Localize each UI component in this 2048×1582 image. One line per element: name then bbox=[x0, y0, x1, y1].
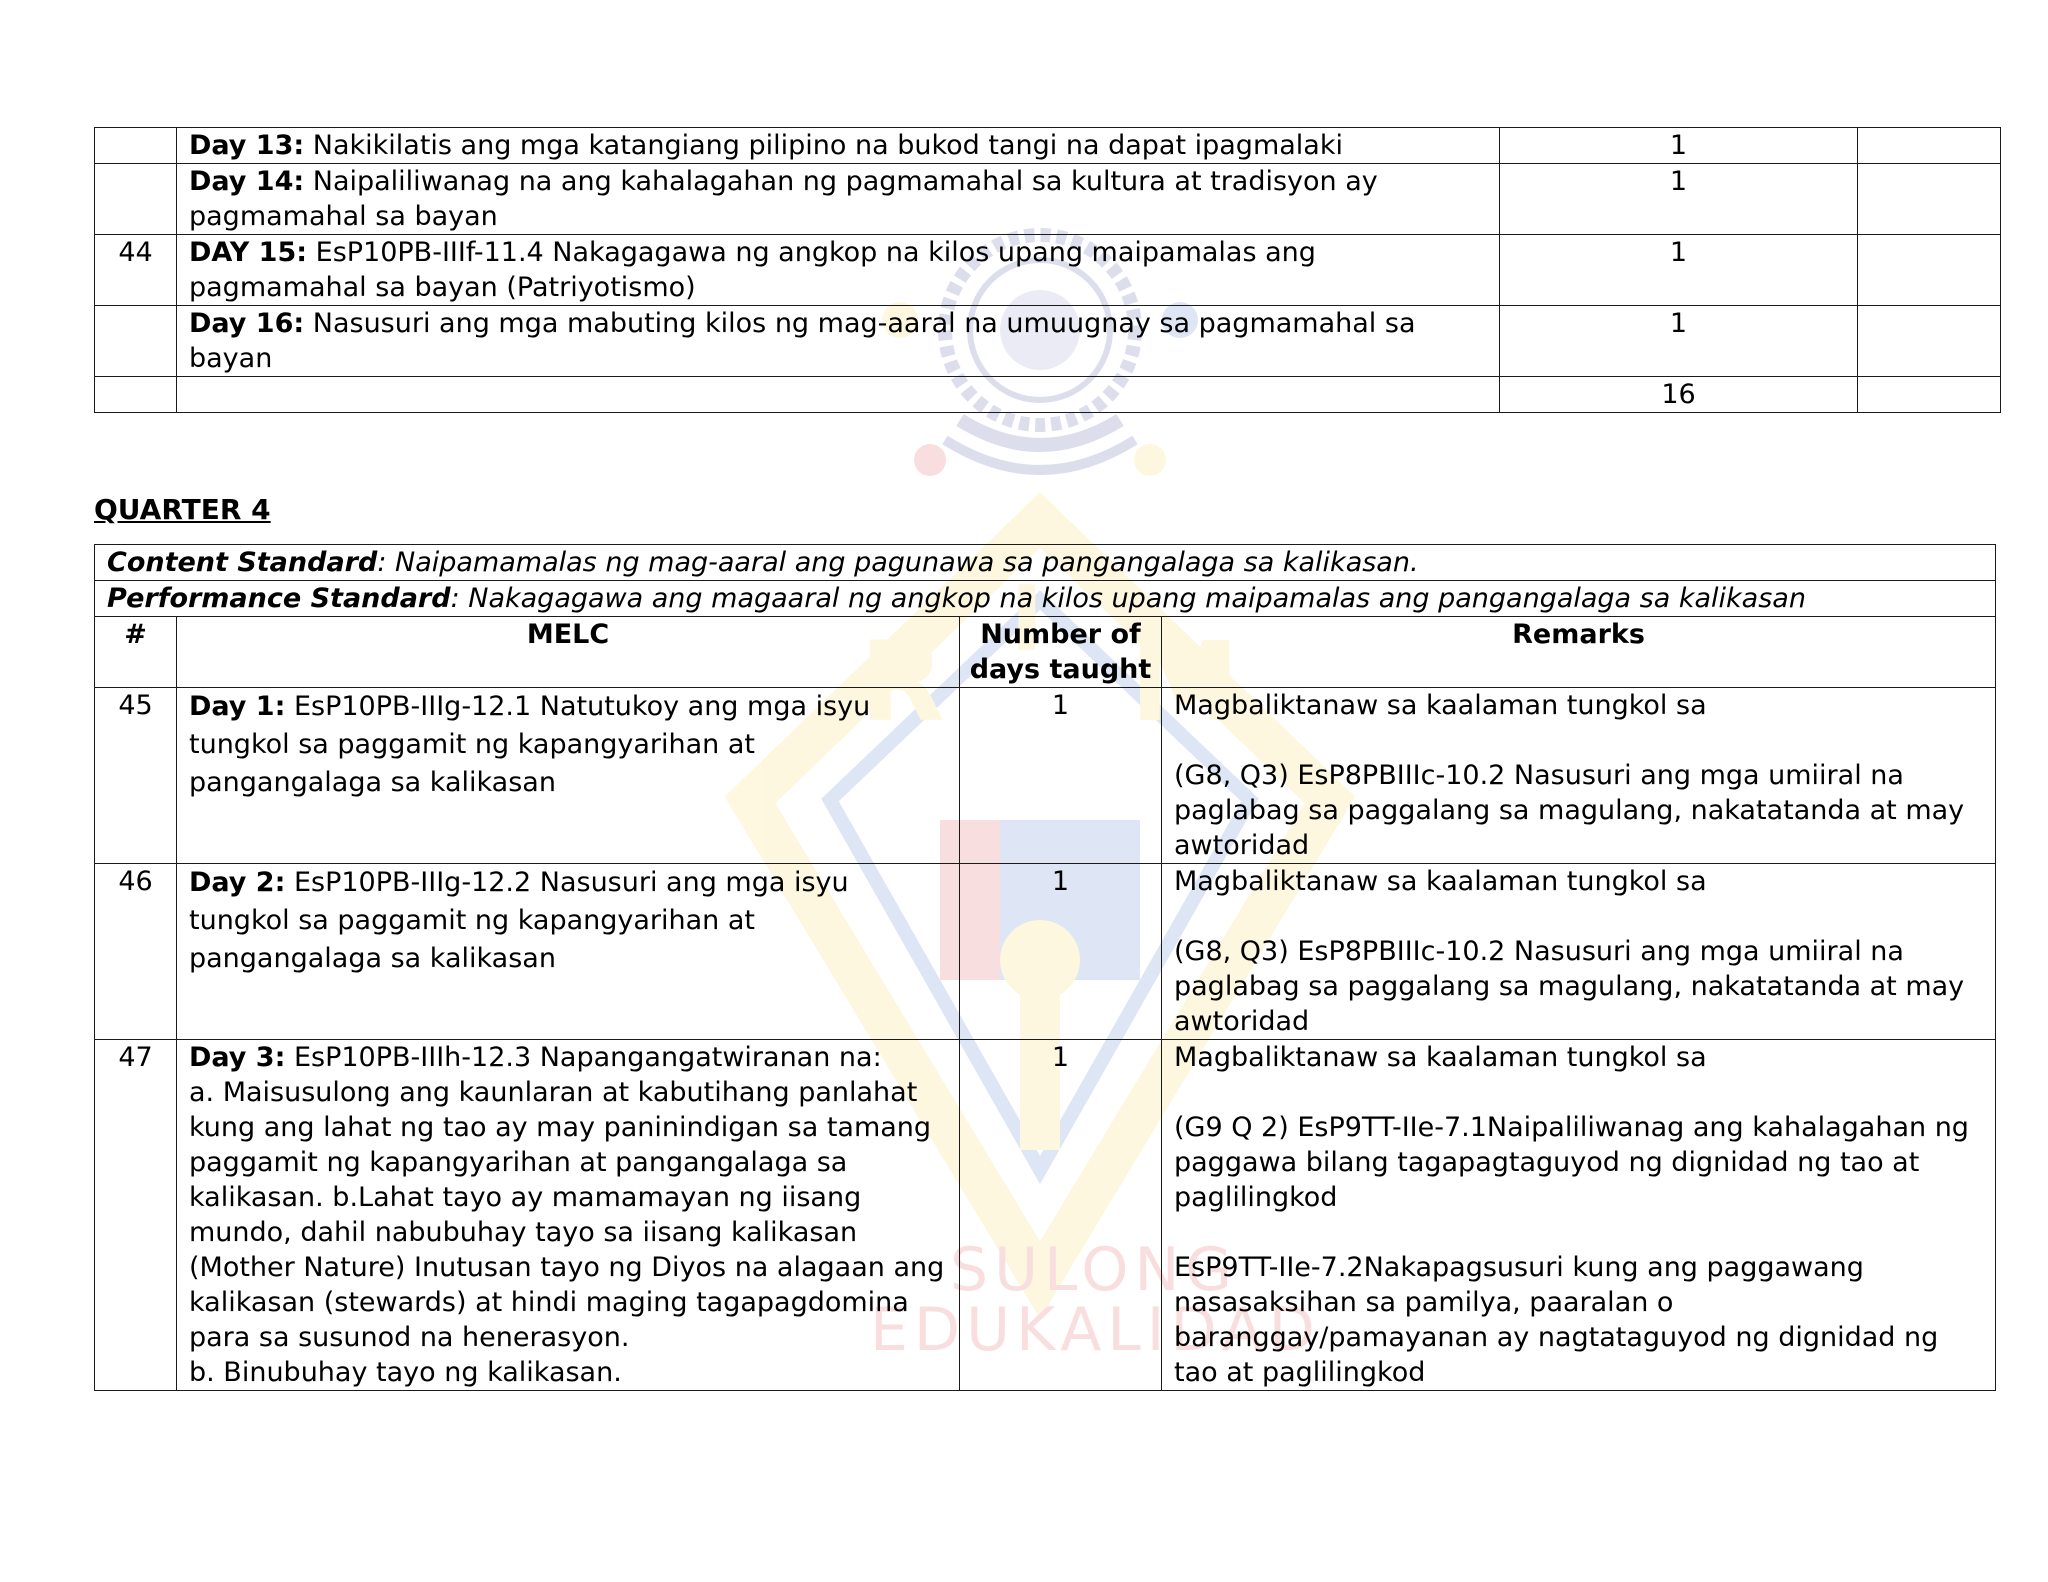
table-row bbox=[95, 1040, 1996, 1391]
svg-text:M: M bbox=[1130, 618, 1240, 746]
empty-cell bbox=[1858, 377, 2001, 413]
total-days: 16 bbox=[1500, 377, 1858, 413]
row-number: 44 bbox=[95, 235, 177, 306]
row-number bbox=[95, 164, 177, 235]
days-cell: 1 bbox=[960, 864, 1162, 1040]
quarter4-table bbox=[94, 544, 1996, 1391]
melc-text: Naipaliliwanag na ang kahalagahan ng pagmamahal sa kultura at tradisyon ay pagmamahal sa bayan bbox=[189, 166, 1378, 232]
remarks-intro: Magbaliktanaw sa kaalaman tungkol sa bbox=[1174, 866, 1707, 897]
days-cell: 1 bbox=[1500, 235, 1858, 306]
row-number: 45 bbox=[95, 688, 177, 864]
day-label: Day 14: bbox=[189, 166, 305, 197]
content-standard-text: : Naipamamalas ng mag-aaral ang pagunawa sa pangangalaga sa kalikasan. bbox=[377, 547, 1419, 578]
melc-cell bbox=[177, 1040, 960, 1391]
spacer bbox=[1174, 723, 1983, 758]
header-melc: MELC bbox=[177, 617, 960, 688]
performance-standard bbox=[95, 581, 1996, 617]
row-number: 47 bbox=[95, 1040, 177, 1391]
day-label: Day 16: bbox=[189, 308, 305, 339]
content-standard-label: Content Standard bbox=[107, 547, 378, 578]
days-cell: 1 bbox=[960, 688, 1162, 864]
performance-standard-row bbox=[95, 581, 1996, 617]
quarter3-continued-table bbox=[94, 127, 2001, 413]
melc-text: EsP10PB-IIIf-11.4 Nakagagawa ng angkop na kilos upang maipamalas ang pagmamahal sa bayan (Patriyotismo) bbox=[189, 237, 1316, 303]
total-row bbox=[95, 377, 2001, 413]
spacer bbox=[1174, 1215, 1983, 1250]
table-row bbox=[95, 864, 1996, 1040]
spacer bbox=[1174, 1075, 1983, 1110]
melc-text: EsP10PB-IIIg-12.2 Nasusuri ang mga isyu tungkol sa paggamit ng kapangyarihan at pangangalaga sa kalikasan bbox=[189, 867, 849, 974]
header-remarks: Remarks bbox=[1162, 617, 1996, 688]
row-number bbox=[95, 306, 177, 377]
melc-text: Nakikilatis ang mga katangiang pilipino na bukod tangi na dapat ipagmalaki bbox=[304, 130, 1343, 161]
remarks-intro: Magbaliktanaw sa kaalaman tungkol sa bbox=[1174, 690, 1707, 721]
table-row bbox=[95, 128, 2001, 164]
melc-cell bbox=[177, 688, 960, 864]
remarks-cell bbox=[1162, 688, 1996, 864]
quarter-heading: QUARTER 4 bbox=[94, 493, 271, 526]
header-days: Number of days taught bbox=[960, 617, 1162, 688]
remarks-competency: (G8, Q3) EsP8PBIIIc-10.2 Nasusuri ang mga umiiral na paglabag sa paggalang sa magulang, nakatatanda at may awtoridad bbox=[1174, 936, 1965, 1037]
day-label: Day 13: bbox=[189, 130, 305, 161]
remarks-competency: EsP9TT-IIe-7.2Nakapagsusuri kung ang paggawang nasasaksihan sa pamilya, paaralan o baranggay/pamayanan ay nagtataguyod ng dignidad ng tao at paglilingkod bbox=[1174, 1252, 1939, 1388]
melc-text: EsP10PB-IIIh-12.3 Napangangatwiranan na: a. Maisusulong ang kaunlaran at kabutihang panlahat kung ang lahat ng tao ay may paninindigan sa tamang paggamit ng kapangyarihan at pangangalaga sa kalikasan. b.Lahat tayo ay mamamayan ng iisang mundo, dahil nabubuhay tayo sa iisang kalikasan (Mother Nature) Inutusan tayo ng Diyos na alagaan ang kalikasan (stewards) at hindi maging tagapagdomina para sa susunod na henerasyon. b. Binubuhay tayo ng kalikasan. bbox=[189, 1042, 945, 1388]
row-number bbox=[95, 128, 177, 164]
remarks-intro: Magbaliktanaw sa kaalaman tungkol sa bbox=[1174, 1042, 1707, 1073]
days-cell: 1 bbox=[1500, 128, 1858, 164]
content-standard bbox=[95, 545, 1996, 581]
header-number: # bbox=[95, 617, 177, 688]
remarks-cell bbox=[1858, 235, 2001, 306]
days-cell: 1 bbox=[1500, 164, 1858, 235]
melc-cell bbox=[177, 306, 1500, 377]
remarks-cell bbox=[1162, 864, 1996, 1040]
svg-text:SULONG: SULONG bbox=[950, 1235, 1238, 1305]
svg-text:EDUKALIDAD: EDUKALIDAD bbox=[870, 1295, 1321, 1365]
day-label: Day 1: bbox=[189, 691, 286, 722]
melc-cell bbox=[177, 164, 1500, 235]
remarks-cell bbox=[1858, 128, 2001, 164]
empty-cell bbox=[95, 377, 177, 413]
day-label: DAY 15: bbox=[189, 237, 308, 268]
spacer bbox=[1174, 899, 1983, 934]
days-cell: 1 bbox=[960, 1040, 1162, 1391]
content-standard-row bbox=[95, 545, 1996, 581]
header-row bbox=[95, 617, 1996, 688]
table-row bbox=[95, 688, 1996, 864]
days-cell: 1 bbox=[1500, 306, 1858, 377]
melc-cell bbox=[177, 864, 960, 1040]
day-label: Day 2: bbox=[189, 867, 286, 898]
row-number: 46 bbox=[95, 864, 177, 1040]
table-row bbox=[95, 164, 2001, 235]
melc-cell bbox=[177, 128, 1500, 164]
remarks-cell bbox=[1858, 164, 2001, 235]
day-label: Day 3: bbox=[189, 1042, 286, 1073]
table-row bbox=[95, 235, 2001, 306]
performance-standard-text: : Nakagagawa ang magaaral ng angkop na kilos upang maipamalas ang pangangalaga sa kalikasan bbox=[450, 583, 1806, 614]
melc-text: Nasusuri ang mga mabuting kilos ng mag-aaral na umuugnay sa pagmamahal sa bayan bbox=[189, 308, 1416, 374]
remarks-competency: (G8, Q3) EsP8PBIIIc-10.2 Nasusuri ang mga umiiral na paglabag sa paggalang sa magulang, nakatatanda at may awtoridad bbox=[1174, 760, 1965, 861]
melc-text: EsP10PB-IIIg-12.1 Natutukoy ang mga isyu tungkol sa paggamit ng kapangyarihan at pangangalaga sa kalikasan bbox=[189, 691, 871, 798]
svg-text:I: I bbox=[1010, 567, 1044, 672]
empty-cell bbox=[177, 377, 1500, 413]
table-row bbox=[95, 306, 2001, 377]
melc-cell bbox=[177, 235, 1500, 306]
performance-standard-label: Performance Standard bbox=[107, 583, 451, 614]
remarks-competency: (G9 Q 2) EsP9TT-IIe-7.1Naipaliliwanag ang kahalagahan ng paggawa bilang tagapagtaguyod ng dignidad ng tao at paglilingkod bbox=[1174, 1112, 1969, 1213]
svg-text:R: R bbox=[860, 618, 945, 746]
remarks-cell bbox=[1858, 306, 2001, 377]
remarks-cell bbox=[1162, 1040, 1996, 1391]
